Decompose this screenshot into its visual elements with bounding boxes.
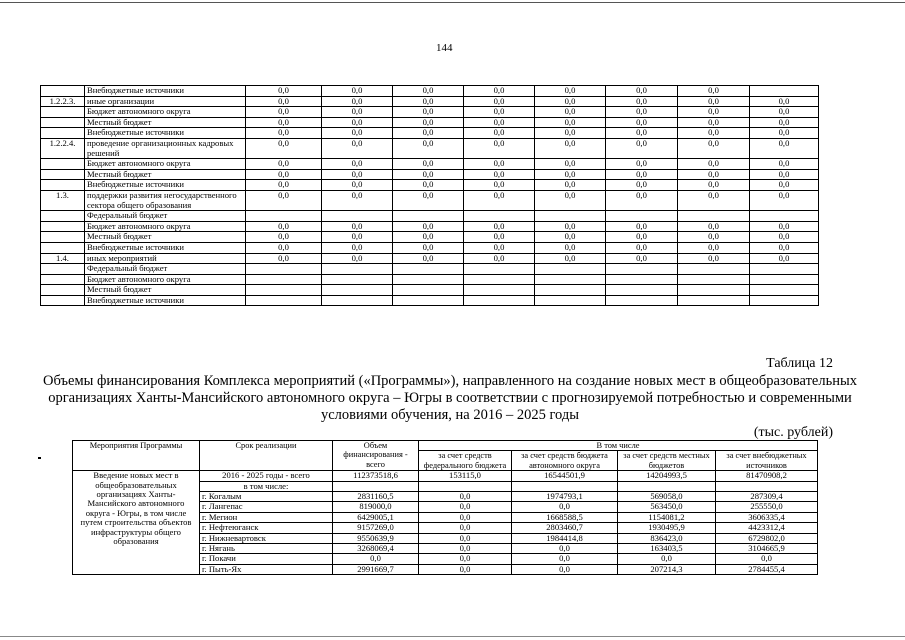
page-number: 144 <box>436 42 453 54</box>
table-row <box>41 221 819 232</box>
row-number <box>41 211 85 222</box>
value-cell: 0,0 <box>606 96 678 107</box>
value-cell <box>750 295 819 306</box>
row-name: Бюджет автономного округа <box>85 221 246 232</box>
value-cell <box>322 285 393 296</box>
value-cell: 0,0 <box>678 128 750 139</box>
value-cell: 0,0 <box>393 169 464 180</box>
row-number <box>41 242 85 253</box>
value-cell: 0,0 <box>322 221 393 232</box>
table-row <box>41 264 819 275</box>
value-cell <box>322 295 393 306</box>
value-cell: 0,0 <box>322 232 393 243</box>
total-cell: 0,0 <box>333 554 419 564</box>
header-extra: за счет внебюджетных источников <box>716 451 818 471</box>
extra-cell: 2784455,4 <box>716 564 818 574</box>
table-row <box>41 285 819 296</box>
value-cell: 0,0 <box>606 180 678 191</box>
value-cell <box>322 274 393 285</box>
value-cell: 0,0 <box>246 159 322 170</box>
value-cell: 0,0 <box>750 253 819 264</box>
row-number <box>41 232 85 243</box>
value-cell: 0,0 <box>535 107 606 118</box>
row-name: Местный бюджет <box>85 232 246 243</box>
header-federal: за счет средств федерального бюджета <box>419 451 512 471</box>
row-name: Бюджет автономного округа <box>85 107 246 118</box>
value-cell: 0,0 <box>535 159 606 170</box>
local-cell: 0,0 <box>618 554 716 564</box>
regional-cell: 0,0 <box>512 502 618 512</box>
period-cell: в том числе: <box>200 481 333 491</box>
value-cell: 0,0 <box>393 128 464 139</box>
value-cell: 0,0 <box>464 169 535 180</box>
value-cell: 0,0 <box>322 159 393 170</box>
federal-cell: 0,0 <box>419 512 512 522</box>
value-cell <box>678 285 750 296</box>
value-cell: 0,0 <box>606 169 678 180</box>
value-cell: 0,0 <box>606 86 678 97</box>
value-cell: 0,0 <box>393 253 464 264</box>
scan-artifact <box>38 457 41 459</box>
value-cell: 0,0 <box>322 180 393 191</box>
row-name: Внебюджетные источники <box>85 86 246 97</box>
value-cell <box>535 274 606 285</box>
extra-cell: 4423312,4 <box>716 523 818 533</box>
federal-cell: 0,0 <box>419 502 512 512</box>
regional-cell: 0,0 <box>512 564 618 574</box>
regional-cell: 1668588,5 <box>512 512 618 522</box>
row-name: Внебюджетные источники <box>85 180 246 191</box>
value-cell <box>678 295 750 306</box>
table-row <box>41 86 819 97</box>
value-cell: 0,0 <box>464 232 535 243</box>
value-cell: 0,0 <box>678 117 750 128</box>
value-cell: 0,0 <box>464 86 535 97</box>
value-cell: 0,0 <box>322 128 393 139</box>
period-cell: г. Мегион <box>200 512 333 522</box>
value-cell: 0,0 <box>464 107 535 118</box>
value-cell: 0,0 <box>535 128 606 139</box>
table-row <box>41 211 819 222</box>
total-cell: 3268069,4 <box>333 544 419 554</box>
regional-cell: 16544501,9 <box>512 471 618 481</box>
extra-cell: 81470908,2 <box>716 471 818 481</box>
value-cell: 0,0 <box>393 242 464 253</box>
row-name: иные организации <box>85 96 246 107</box>
local-cell: 563450,0 <box>618 502 716 512</box>
row-name: Федеральный бюджет <box>85 211 246 222</box>
value-cell <box>464 285 535 296</box>
value-cell: 0,0 <box>678 96 750 107</box>
value-cell: 0,0 <box>464 117 535 128</box>
value-cell: 0,0 <box>464 138 535 158</box>
row-number: 1.2.2.3. <box>41 96 85 107</box>
header-local: за счет средств местных бюджетов <box>618 451 716 471</box>
value-cell <box>606 211 678 222</box>
value-cell <box>393 211 464 222</box>
value-cell <box>535 285 606 296</box>
value-cell: 0,0 <box>464 190 535 210</box>
value-cell: 0,0 <box>246 169 322 180</box>
value-cell: 0,0 <box>606 159 678 170</box>
federal-cell: 0,0 <box>419 554 512 564</box>
value-cell: 0,0 <box>750 138 819 158</box>
total-cell: 9550639,9 <box>333 533 419 543</box>
row-number: 1.2.2.4. <box>41 138 85 158</box>
total-cell: 819000,0 <box>333 502 419 512</box>
row-number <box>41 128 85 139</box>
value-cell: 0,0 <box>750 107 819 118</box>
row-name: Бюджет автономного округа <box>85 274 246 285</box>
value-cell: 0,0 <box>464 96 535 107</box>
value-cell: 0,0 <box>535 86 606 97</box>
value-cell: 0,0 <box>322 190 393 210</box>
period-cell: г. Лангепас <box>200 502 333 512</box>
value-cell: 0,0 <box>322 117 393 128</box>
value-cell <box>322 211 393 222</box>
table-row <box>41 274 819 285</box>
table-12 <box>72 440 818 575</box>
extra-cell <box>716 481 818 491</box>
table-row <box>41 117 819 128</box>
table-row <box>41 128 819 139</box>
row-number <box>41 221 85 232</box>
value-cell: 0,0 <box>322 242 393 253</box>
value-cell: 0,0 <box>750 128 819 139</box>
value-cell: 0,0 <box>246 180 322 191</box>
value-cell: 0,0 <box>246 138 322 158</box>
value-cell: 0,0 <box>393 221 464 232</box>
value-cell: 0,0 <box>535 180 606 191</box>
local-cell: 569058,0 <box>618 492 716 502</box>
value-cell: 0,0 <box>678 138 750 158</box>
value-cell <box>535 211 606 222</box>
value-cell <box>393 264 464 275</box>
value-cell: 0,0 <box>606 138 678 158</box>
value-cell: 0,0 <box>246 128 322 139</box>
table-row <box>41 242 819 253</box>
regional-cell: 2803460,7 <box>512 523 618 533</box>
extra-cell: 3104665,9 <box>716 544 818 554</box>
value-cell: 0,0 <box>322 86 393 97</box>
row-number <box>41 285 85 296</box>
header-regional: за счет средств бюджета автономного округа <box>512 451 618 471</box>
total-cell: 2991669,7 <box>333 564 419 574</box>
value-cell <box>606 274 678 285</box>
value-cell: 0,0 <box>606 242 678 253</box>
value-cell: 0,0 <box>606 232 678 243</box>
value-cell <box>750 86 819 97</box>
value-cell: 0,0 <box>246 107 322 118</box>
row-name: Федеральный бюджет <box>85 264 246 275</box>
total-cell: 2831160,5 <box>333 492 419 502</box>
value-cell: 0,0 <box>464 159 535 170</box>
regional-cell: 1974793,1 <box>512 492 618 502</box>
value-cell: 0,0 <box>750 96 819 107</box>
row-number: 1.4. <box>41 253 85 264</box>
extra-cell: 6729802,0 <box>716 533 818 543</box>
value-cell: 0,0 <box>246 190 322 210</box>
value-cell: 0,0 <box>535 96 606 107</box>
value-cell: 0,0 <box>393 96 464 107</box>
value-cell: 0,0 <box>535 242 606 253</box>
value-cell: 0,0 <box>246 221 322 232</box>
regional-cell <box>512 481 618 491</box>
total-cell <box>333 481 419 491</box>
table-row <box>41 180 819 191</box>
value-cell: 0,0 <box>678 232 750 243</box>
value-cell <box>750 211 819 222</box>
period-cell: г. Нефтеюганск <box>200 523 333 533</box>
federal-cell <box>419 481 512 491</box>
value-cell: 0,0 <box>246 253 322 264</box>
value-cell <box>464 295 535 306</box>
table-row <box>73 471 818 481</box>
value-cell: 0,0 <box>678 159 750 170</box>
regional-cell: 0,0 <box>512 544 618 554</box>
table-row <box>41 96 819 107</box>
value-cell: 0,0 <box>750 221 819 232</box>
period-cell: 2016 - 2025 годы - всего <box>200 471 333 481</box>
row-name: Бюджет автономного округа <box>85 159 246 170</box>
value-cell: 0,0 <box>606 117 678 128</box>
header-period: Срок реализации <box>200 441 333 471</box>
value-cell: 0,0 <box>322 107 393 118</box>
total-cell: 6429005,1 <box>333 512 419 522</box>
value-cell <box>393 285 464 296</box>
value-cell: 0,0 <box>750 190 819 210</box>
header-including: В том числе <box>419 441 818 451</box>
value-cell <box>678 264 750 275</box>
value-cell: 0,0 <box>246 117 322 128</box>
row-number: 1.3. <box>41 190 85 210</box>
row-name: Местный бюджет <box>85 285 246 296</box>
value-cell <box>464 274 535 285</box>
funding-table-continued <box>40 85 819 306</box>
period-cell: г. Нижневартовск <box>200 533 333 543</box>
value-cell <box>246 285 322 296</box>
value-cell: 0,0 <box>678 169 750 180</box>
table-title: Объемы финансирования Комплекса мероприятий («Программы»), направленного на создание новых мест в общеобразовательных организациях Ханты-Мансийского автономного округа – Югры в соответствии с прогнозируемой потребностью и современными условиями обучения, на 2016 – 2025 годы <box>43 373 857 423</box>
row-name: Местный бюджет <box>85 117 246 128</box>
local-cell: 836423,0 <box>618 533 716 543</box>
period-cell: г. Нягань <box>200 544 333 554</box>
row-name: иных мероприятий <box>85 253 246 264</box>
value-cell: 0,0 <box>606 107 678 118</box>
value-cell: 0,0 <box>393 159 464 170</box>
value-cell: 0,0 <box>393 138 464 158</box>
row-number <box>41 86 85 97</box>
value-cell <box>464 264 535 275</box>
value-cell: 0,0 <box>246 232 322 243</box>
value-cell: 0,0 <box>606 128 678 139</box>
local-cell: 207214,3 <box>618 564 716 574</box>
table-row <box>41 159 819 170</box>
value-cell <box>535 264 606 275</box>
value-cell: 0,0 <box>535 169 606 180</box>
row-number <box>41 180 85 191</box>
total-cell: 112373518,6 <box>333 471 419 481</box>
period-cell: г. Когалым <box>200 492 333 502</box>
value-cell <box>246 295 322 306</box>
period-cell: г. Пыть-Ях <box>200 564 333 574</box>
federal-cell: 0,0 <box>419 523 512 533</box>
value-cell: 0,0 <box>750 232 819 243</box>
units-label: (тыс. рублей) <box>753 425 833 440</box>
local-cell: 14204993,5 <box>618 471 716 481</box>
value-cell <box>246 264 322 275</box>
regional-cell: 0,0 <box>512 554 618 564</box>
extra-cell: 0,0 <box>716 554 818 564</box>
row-name: поддержки развития негосударственного сектора общего образования <box>85 190 246 210</box>
table-row <box>41 253 819 264</box>
value-cell <box>464 211 535 222</box>
row-name: Внебюджетные источники <box>85 242 246 253</box>
value-cell <box>678 211 750 222</box>
value-cell <box>750 264 819 275</box>
header-volume: Объем финансирования - всего <box>333 441 419 471</box>
value-cell: 0,0 <box>535 138 606 158</box>
period-cell: г. Покачи <box>200 554 333 564</box>
value-cell <box>393 295 464 306</box>
value-cell: 0,0 <box>750 117 819 128</box>
value-cell: 0,0 <box>393 180 464 191</box>
value-cell: 0,0 <box>464 128 535 139</box>
regional-cell: 1984414,8 <box>512 533 618 543</box>
value-cell: 0,0 <box>678 221 750 232</box>
table-row <box>41 138 819 158</box>
value-cell: 0,0 <box>535 190 606 210</box>
value-cell: 0,0 <box>750 242 819 253</box>
value-cell: 0,0 <box>678 86 750 97</box>
federal-cell: 0,0 <box>419 533 512 543</box>
federal-cell: 0,0 <box>419 544 512 554</box>
value-cell <box>535 295 606 306</box>
row-number <box>41 117 85 128</box>
value-cell: 0,0 <box>464 242 535 253</box>
local-cell: 163403,5 <box>618 544 716 554</box>
table-row <box>41 107 819 118</box>
value-cell: 0,0 <box>246 96 322 107</box>
value-cell <box>393 274 464 285</box>
value-cell: 0,0 <box>246 242 322 253</box>
value-cell <box>246 211 322 222</box>
value-cell: 0,0 <box>393 190 464 210</box>
total-cell: 9157269,0 <box>333 523 419 533</box>
table-row <box>41 169 819 180</box>
row-number <box>41 107 85 118</box>
value-cell <box>678 274 750 285</box>
local-cell <box>618 481 716 491</box>
value-cell: 0,0 <box>393 232 464 243</box>
local-cell: 1154081,2 <box>618 512 716 522</box>
value-cell <box>750 285 819 296</box>
value-cell <box>606 295 678 306</box>
value-cell: 0,0 <box>606 221 678 232</box>
value-cell: 0,0 <box>464 180 535 191</box>
value-cell: 0,0 <box>678 180 750 191</box>
value-cell <box>246 274 322 285</box>
value-cell: 0,0 <box>322 253 393 264</box>
value-cell: 0,0 <box>464 253 535 264</box>
federal-cell: 0,0 <box>419 564 512 574</box>
extra-cell: 287309,4 <box>716 492 818 502</box>
value-cell: 0,0 <box>535 253 606 264</box>
row-name: проведение организационных кадровых решений <box>85 138 246 158</box>
table-label: Таблица 12 <box>766 356 833 371</box>
value-cell: 0,0 <box>750 169 819 180</box>
local-cell: 1930495,9 <box>618 523 716 533</box>
value-cell: 0,0 <box>750 159 819 170</box>
extra-cell: 255550,0 <box>716 502 818 512</box>
value-cell: 0,0 <box>606 190 678 210</box>
value-cell <box>606 264 678 275</box>
value-cell: 0,0 <box>678 190 750 210</box>
value-cell: 0,0 <box>750 180 819 191</box>
value-cell: 0,0 <box>535 117 606 128</box>
value-cell: 0,0 <box>322 138 393 158</box>
value-cell: 0,0 <box>246 86 322 97</box>
value-cell <box>322 264 393 275</box>
row-number <box>41 264 85 275</box>
value-cell: 0,0 <box>678 242 750 253</box>
extra-cell: 3606335,4 <box>716 512 818 522</box>
value-cell: 0,0 <box>322 169 393 180</box>
federal-cell: 0,0 <box>419 492 512 502</box>
value-cell: 0,0 <box>322 96 393 107</box>
row-number <box>41 159 85 170</box>
row-number <box>41 295 85 306</box>
value-cell: 0,0 <box>535 232 606 243</box>
measure-name: Введение новых мест в общеобразовательных организациях Ханты-Мансийского автономного округа - Югры, в том числе путем строительства объектов инфраструктуры общего образования <box>73 471 200 575</box>
row-name: Внебюджетные источники <box>85 128 246 139</box>
value-cell <box>750 274 819 285</box>
row-name: Внебюджетные источники <box>85 295 246 306</box>
value-cell: 0,0 <box>464 221 535 232</box>
table-row <box>41 232 819 243</box>
row-number <box>41 169 85 180</box>
value-cell: 0,0 <box>606 253 678 264</box>
table-row <box>41 295 819 306</box>
value-cell: 0,0 <box>393 117 464 128</box>
header-measures: Мероприятия Программы <box>73 441 200 471</box>
value-cell: 0,0 <box>678 253 750 264</box>
value-cell: 0,0 <box>393 86 464 97</box>
row-name: Местный бюджет <box>85 169 246 180</box>
value-cell: 0,0 <box>535 221 606 232</box>
row-number <box>41 274 85 285</box>
federal-cell: 153115,0 <box>419 471 512 481</box>
value-cell: 0,0 <box>393 107 464 118</box>
value-cell <box>606 285 678 296</box>
table-row <box>41 190 819 210</box>
value-cell: 0,0 <box>678 107 750 118</box>
